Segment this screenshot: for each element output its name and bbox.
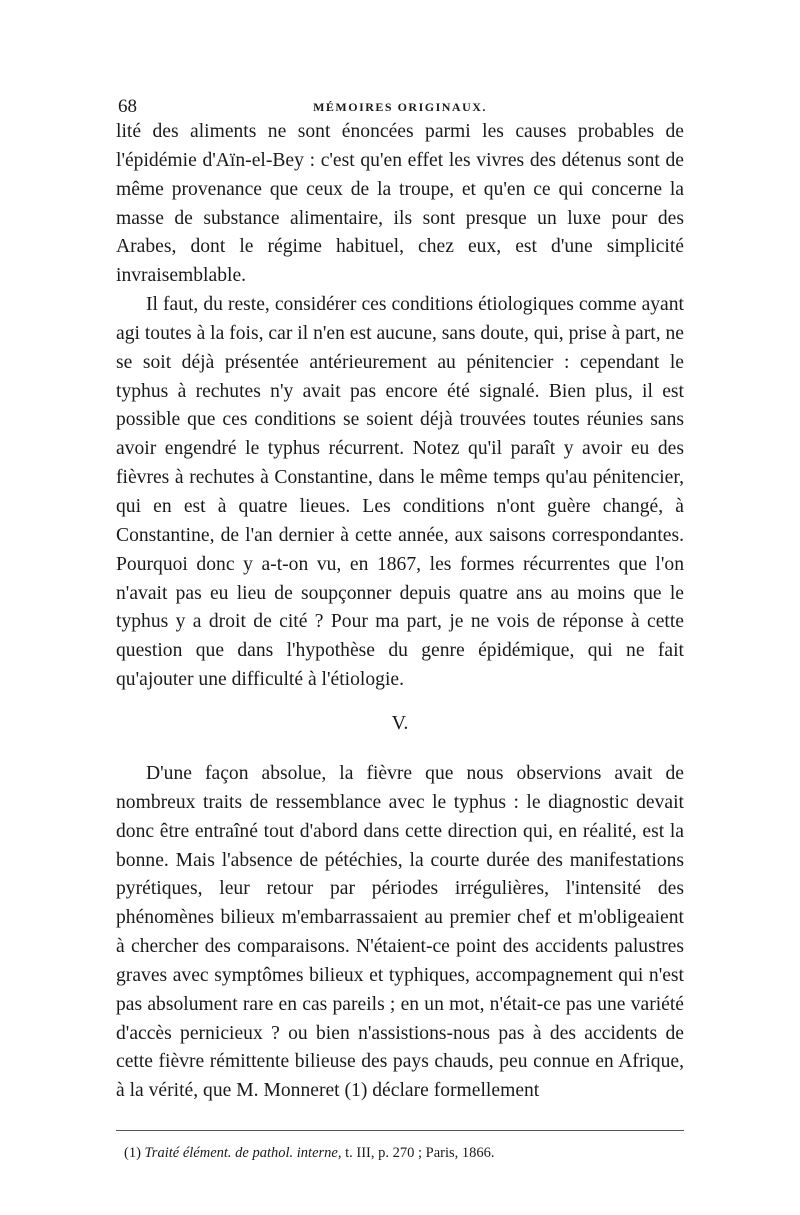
footnote (124, 1143, 684, 1163)
paragraph-continuation: lité des aliments ne sont énoncées parmi les causes probables de l'épidémie d'Aïn-el-Bey : c'est qu'en effet les vivres des détenus sont de même provenance que ceux de la troupe, et qu'en ce qui concerne la masse de substance alimentaire, ils sont presque un luxe pour des Arabes, dont le régime habituel, chez eux, est d'une simplicité invraisemblable. (116, 121, 684, 287)
page-number: 68 (118, 96, 137, 117)
section-heading: V. (391, 712, 409, 734)
footnote-marker: (1) (124, 1145, 141, 1161)
footnote-details: t. III, p. 270 ; Paris, 1866. (345, 1145, 495, 1161)
running-head: MÉMOIRES ORIGINAUX. (313, 100, 487, 114)
footnote-divider (116, 1130, 684, 1131)
footnote-title: Traité élément. de pathol. interne, (144, 1145, 342, 1161)
body-text-lower (116, 760, 684, 1106)
paragraph: Il faut, du reste, considérer ces conditions étiologiques comme ayant agi toutes à la fois, car il n'en est aucune, sans doute, qui, prise à part, ne se soit déjà présentée antérieurement au pénitencier : cependant le typhus à rechutes n'y avait pas encore été signalé. Bien plus, il est possible que ces conditions se soient déjà trouvées toutes réunies sans avoir engendré le typhus récurrent. Notez qu'il paraît y avoir eu des fièvres à rechutes à Constantine, dans le même temps qu'au pénitencier, qui en est à quatre lieues. Les conditions n'ont guère changé, à Constantine, de l'an dernier à cette année, aux saisons correspondantes. Pourquoi donc y a-t-on vu, en 1867, les formes récurrentes que l'on n'avait pas eu lieu de soupçonner depuis quatre ans au moins que le typhus y a droit de cité ? Pour ma part, je ne vois de réponse à cette question que dans l'hypothèse du genre épidémique, qui ne fait qu'ajouter une difficulté à l'étiologie. (116, 294, 684, 691)
paragraph: D'une façon absolue, la fièvre que nous observions avait de nombreux traits de ressemblance avec le typhus : le diagnostic devait donc être entraîné tout d'abord dans cette direction qui, en réalité, est la bonne. Mais l'absence de pétéchies, la courte durée des manifestations pyrétiques, leur retour par périodes irrégulières, l'intensité des phénomènes bilieux m'embarrassaient au premier chef et m'obligeaient à chercher des comparaisons. N'étaient-ce point des accidents palustres graves avec symptômes bilieux et typhiques, accompagnement qui n'est pas absolument rare en cas pareils ; en un mot, n'était-ce pas une variété d'accès pernicieux ? ou bien n'assistions-nous pas à des accidents de cette fièvre rémittente bilieuse des pays chauds, peu connue en Afrique, à la vérité, que M. Monneret (1) déclare formellement (116, 763, 684, 1102)
body-text-upper (116, 118, 684, 695)
